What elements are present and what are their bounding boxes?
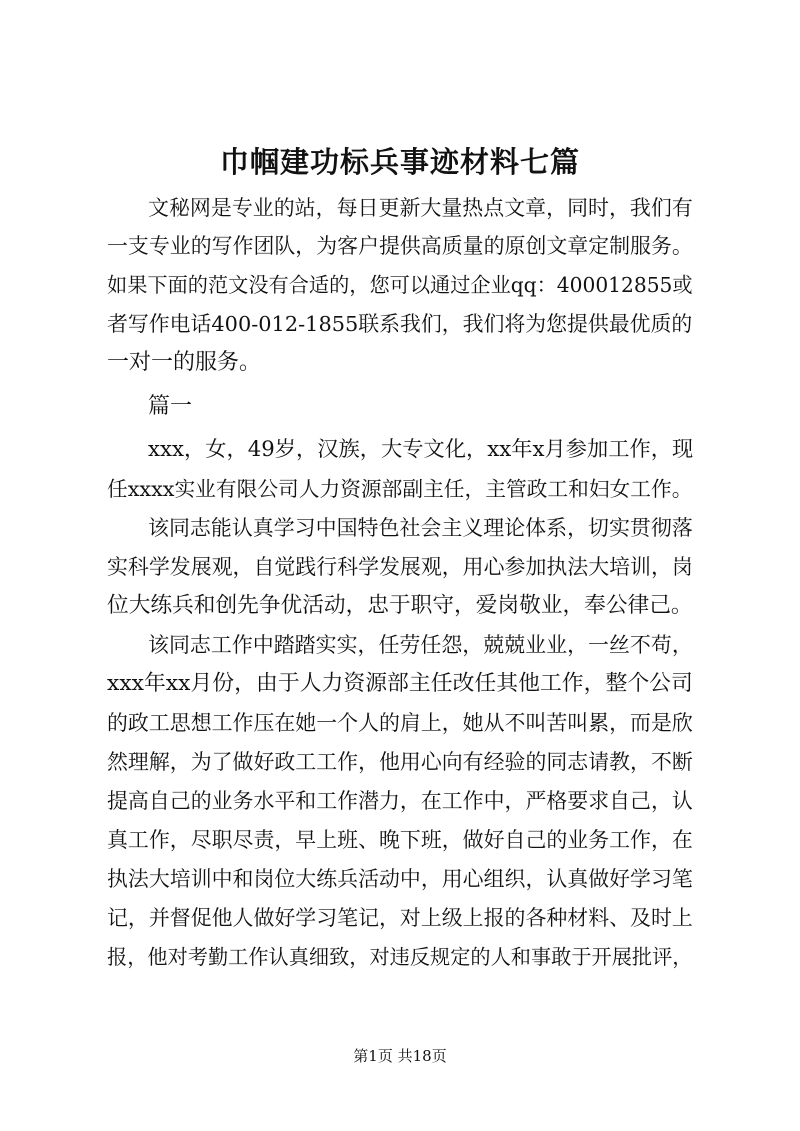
body-line: 执法大培训中和岗位大练兵活动中，用心组织，认真做好学习笔 [107, 867, 693, 891]
page-number-footer: 第1页 共18页 [353, 1047, 447, 1065]
body-line: 记，并督促他人做好学习笔记，对上级上报的各种材料、及时上 [107, 906, 693, 930]
section-heading: 篇一 [148, 394, 193, 419]
body-line: 文秘网是专业的站，每日更新大量热点文章，同时，我们有 [148, 196, 693, 220]
body-line: xxx，女，49岁，汉族，大专文化，xx年x月参加工作，现 [148, 437, 694, 462]
body-line: 实科学发展观，自觉践行科学发展观，用心参加执法大培训，岗 [107, 555, 693, 579]
document-title: 巾帼建功标兵事迹材料七篇 [219, 145, 580, 179]
body-line: 真工作，尽职尽责，早上班、晚下班，做好自己的业务工作，在 [107, 828, 693, 852]
body-line: 任xxxx实业有限公司人力资源部副主任，主管政工和妇女工作。 [107, 477, 693, 501]
body-line: 报，他对考勤工作认真细致，对违反规定的人和事敢于开展批评， [107, 945, 693, 969]
body-line: 者写作电话400-012-1855联系我们，我们将为您提供最优质的 [107, 312, 693, 336]
body-line: 的政工思想工作压在她一个人的肩上，她从不叫苦叫累，而是欣 [107, 711, 693, 735]
body-line: 提高自己的业务水平和工作潜力，在工作中，严格要求自己，认 [107, 789, 693, 813]
body-line: 该同志工作中踏踏实实，任劳任怨，兢兢业业，一丝不苟， [148, 633, 693, 657]
body-line: xxx年xx月份，由于人力资源部主任改任其他工作，整个公司 [107, 671, 693, 696]
body-line: 然理解，为了做好政工工作，他用心向有经验的同志请教，不断 [107, 750, 693, 774]
body-line: 如果下面的范文没有合适的，您可以通过企业qq：400012855或 [107, 273, 693, 297]
body-line: 一对一的服务。 [107, 350, 262, 375]
body-line: 该同志能认真学习中国特色社会主义理论体系，切实贯彻落 [148, 516, 693, 540]
body-line: 位大练兵和创先争优活动，忠于职守，爱岗敬业，奉公律己。 [107, 593, 693, 618]
body-line: 一支专业的写作团队，为客户提供高质量的原创文章定制服务。 [107, 234, 693, 258]
